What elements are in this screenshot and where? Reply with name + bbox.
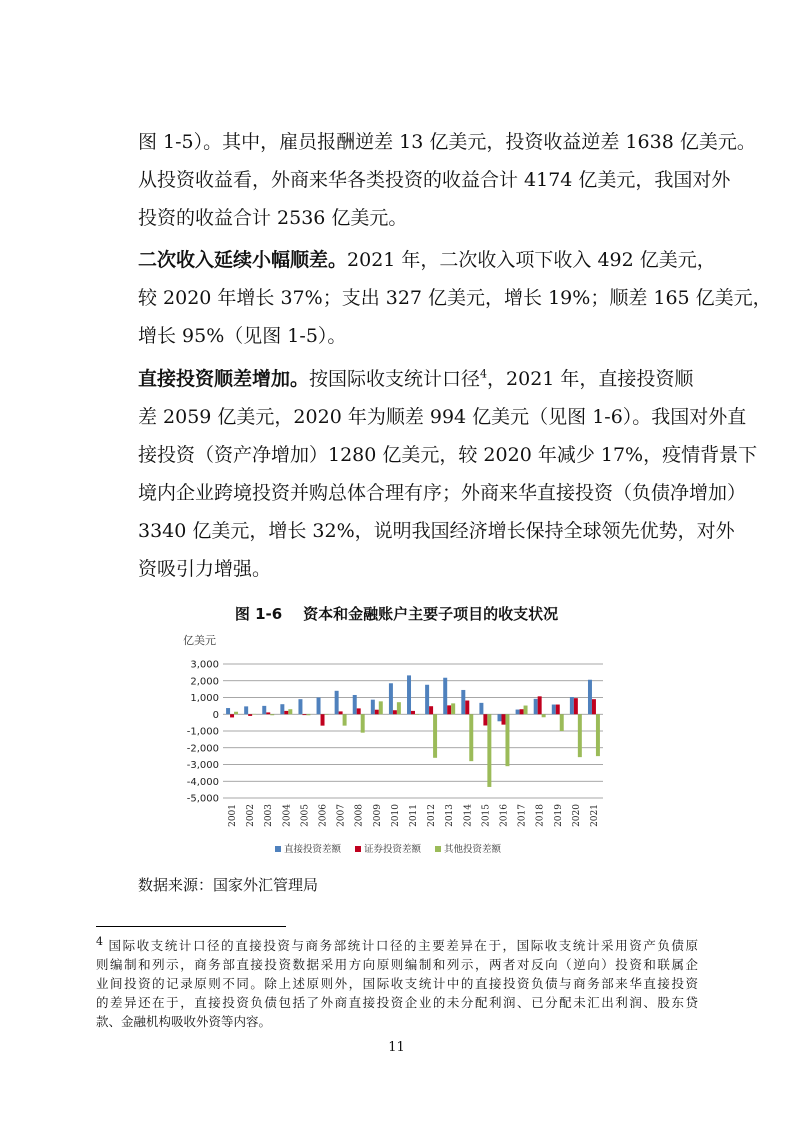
bar-证券投资差额 xyxy=(592,699,596,714)
bar-直接投资差额 xyxy=(298,699,302,714)
x-tick-label: 2005 xyxy=(300,804,311,827)
x-tick-label: 2004 xyxy=(282,804,293,827)
bar-直接投资差额 xyxy=(280,704,284,714)
bar-证券投资差额 xyxy=(501,714,505,724)
bar-证券投资差额 xyxy=(321,714,325,725)
x-tick-label: 2002 xyxy=(246,804,257,827)
bar-直接投资差额 xyxy=(534,699,538,714)
footnote-marker: 4 xyxy=(96,934,103,948)
bar-证券投资差额 xyxy=(302,714,306,715)
bar-直接投资差额 xyxy=(407,675,411,714)
bar-直接投资差额 xyxy=(461,690,465,714)
paragraph-secondary-income xyxy=(138,241,772,355)
bar-其他投资差额 xyxy=(524,706,528,715)
bar-其他投资差额 xyxy=(397,702,401,714)
paragraph-investment-income xyxy=(138,123,756,237)
text-line: 接投资（资产净增加）1280 亿美元，较 2020 年减少 17%，疫情背景下 xyxy=(138,444,758,466)
bar-其他投资差额 xyxy=(505,714,509,766)
bar-其他投资差额 xyxy=(469,714,473,761)
y-tick-label: -5,000 xyxy=(186,793,219,805)
x-tick-label: 2007 xyxy=(336,804,347,827)
x-tick-label: 2012 xyxy=(427,804,438,827)
footnote xyxy=(96,936,698,1031)
y-tick-label: 1,000 xyxy=(190,693,219,704)
page-number: 11 xyxy=(388,1040,405,1055)
legend-label: 直接投资差额 xyxy=(284,844,342,855)
text-line: 差 2059 亿美元，2020 年为顺差 994 亿美元（见图 1-6）。我国对外直 xyxy=(138,406,747,428)
x-tick-label: 2003 xyxy=(264,804,275,827)
text-span: ，2021 年，直接投资顺 xyxy=(487,368,694,390)
bar-其他投资差额 xyxy=(560,714,564,731)
x-tick-label: 2014 xyxy=(463,804,474,827)
bar-直接投资差额 xyxy=(425,685,429,714)
bar-直接投资差额 xyxy=(552,705,556,715)
bar-其他投资差额 xyxy=(487,714,491,787)
figure-title: 图 1-6 资本和金融账户主要子项目的收支状况 xyxy=(234,605,559,623)
x-tick-label: 2015 xyxy=(481,804,492,827)
text-line xyxy=(138,241,716,279)
bar-证券投资差额 xyxy=(339,711,343,714)
bar-其他投资差额 xyxy=(306,714,310,715)
y-tick-label: -3,000 xyxy=(186,760,219,771)
bar-证券投资差额 xyxy=(248,714,252,716)
footnote-ref[interactable]: 4 xyxy=(480,367,488,381)
bar-其他投资差额 xyxy=(252,714,256,715)
text-line: 投资的收益合计 2536 亿美元。 xyxy=(138,207,408,229)
bar-证券投资差额 xyxy=(411,711,415,714)
y-tick-label: 2,000 xyxy=(190,676,219,688)
bar-证券投资差额 xyxy=(375,710,379,715)
x-tick-label: 2006 xyxy=(318,804,329,827)
bar-证券投资差额 xyxy=(393,710,397,714)
x-tick-label: 2016 xyxy=(499,804,510,827)
bar-直接投资差额 xyxy=(479,703,483,714)
bar-直接投资差额 xyxy=(588,680,592,715)
bar-证券投资差额 xyxy=(447,705,451,714)
bar-证券投资差额 xyxy=(465,701,469,715)
bar-直接投资差额 xyxy=(389,683,393,714)
bar-直接投资差额 xyxy=(516,710,520,715)
bar-其他投资差额 xyxy=(270,714,274,715)
bar-其他投资差额 xyxy=(361,714,365,732)
footnote-line: 的差异还在于，直接投资负债包括了外商直接投资企业的未分配利润、已分配未汇出利润、股东贷 xyxy=(96,995,698,1010)
bar-证券投资差额 xyxy=(284,711,288,714)
bar-其他投资差额 xyxy=(433,714,437,758)
x-tick-label: 2020 xyxy=(571,804,582,827)
bar-直接投资差额 xyxy=(353,695,357,714)
y-tick-label: -2,000 xyxy=(186,743,219,755)
bar-其他投资差额 xyxy=(234,712,238,715)
bar-直接投资差额 xyxy=(244,706,248,714)
bar-证券投资差额 xyxy=(357,708,361,714)
bar-证券投资差额 xyxy=(556,705,560,715)
y-tick-label: 0 xyxy=(212,709,219,721)
data-source: 数据来源：国家外汇管理局 xyxy=(138,876,319,894)
text-line: 图 1-5）。其中，雇员报酬逆差 13 亿美元，投资收益逆差 1638 亿美元。 xyxy=(138,131,756,153)
legend-swatch xyxy=(435,846,441,852)
text-span: 国际收支统计口径的直接投资与商务部统计口径的主要差异在于，国际收支统计采用资产负债原 xyxy=(108,938,698,953)
footnote-line: 款、金融机构吸收外资等内容。 xyxy=(96,1014,272,1029)
bar-直接投资差额 xyxy=(226,708,230,714)
text-line: 3340 亿美元，增长 32%，说明我国经济增长保持全球领先优势，对外 xyxy=(138,520,735,542)
bar-chart xyxy=(175,630,615,870)
y-tick-label: -1,000 xyxy=(186,726,219,738)
bar-证券投资差额 xyxy=(574,698,578,714)
text-line xyxy=(138,360,693,398)
bar-证券投资差额 xyxy=(429,706,433,714)
x-tick-label: 2017 xyxy=(517,804,528,827)
paragraph-direct-investment xyxy=(138,360,758,588)
bar-证券投资差额 xyxy=(520,709,524,714)
y-tick-label: -4,000 xyxy=(186,776,219,788)
legend-swatch xyxy=(275,846,281,852)
x-tick-label: 2001 xyxy=(228,804,239,827)
text-line: 境内企业跨境投资并购总体合理有序；外商来华直接投资（负债净增加） xyxy=(138,482,747,504)
y-axis-unit-label: 亿美元 xyxy=(183,634,216,647)
bar-其他投资差额 xyxy=(578,714,582,757)
text-line: 较 2020 年增长 37%；支出 327 亿美元，增长 19%；顺差 165 亿美元， xyxy=(138,287,772,309)
bar-直接投资差额 xyxy=(317,698,321,715)
legend-label: 证券投资差额 xyxy=(364,844,422,855)
x-tick-label: 2018 xyxy=(535,804,546,827)
footnote-line: 则编制和列示，商务部直接投资数据采用方向原则编制和列示，两者对反向（逆向）投资和联属企 xyxy=(96,957,698,972)
bar-证券投资差额 xyxy=(538,696,542,714)
paragraph-lead: 直接投资顺差增加。 xyxy=(138,368,310,390)
y-tick-label: 3,000 xyxy=(190,659,219,671)
bar-其他投资差额 xyxy=(415,714,419,715)
x-tick-label: 2011 xyxy=(409,804,419,827)
text-span: 2021 年，二次收入项下收入 492 亿美元， xyxy=(347,249,716,271)
footnote-divider xyxy=(96,926,286,927)
bar-其他投资差额 xyxy=(596,714,600,756)
text-span: 按国际收支统计口径 xyxy=(309,368,481,390)
bar-直接投资差额 xyxy=(498,714,502,721)
x-tick-label: 2009 xyxy=(372,804,383,827)
bar-其他投资差额 xyxy=(343,714,347,725)
text-line: 增长 95%（见图 1-5）。 xyxy=(138,325,347,347)
bar-其他投资差额 xyxy=(542,714,546,717)
bar-直接投资差额 xyxy=(443,678,447,715)
bar-直接投资差额 xyxy=(570,697,574,714)
bar-其他投资差额 xyxy=(288,709,292,714)
legend-label: 其他投资差额 xyxy=(444,844,502,855)
legend-swatch xyxy=(355,846,361,852)
bar-直接投资差额 xyxy=(335,691,339,714)
bar-证券投资差额 xyxy=(230,714,234,717)
x-tick-label: 2010 xyxy=(390,804,401,827)
bar-证券投资差额 xyxy=(266,712,270,714)
bar-直接投资差额 xyxy=(371,700,375,715)
x-tick-label: 2021 xyxy=(589,804,600,827)
bar-其他投资差额 xyxy=(325,714,329,715)
bar-其他投资差额 xyxy=(379,701,383,714)
text-line: 资吸引力增强。 xyxy=(138,558,272,580)
bar-证券投资差额 xyxy=(483,714,487,725)
x-tick-label: 2019 xyxy=(553,804,564,827)
footnote-line: 业间投资的记录原则不同。除上述原则外，国际收支统计中的直接投资负债与商务部来华直接投资 xyxy=(96,976,698,991)
bar-其他投资差额 xyxy=(451,703,455,714)
footnote-line xyxy=(96,936,698,955)
bar-直接投资差额 xyxy=(262,706,266,714)
paragraph-lead: 二次收入延续小幅顺差。 xyxy=(138,249,348,271)
x-tick-label: 2008 xyxy=(354,804,365,827)
x-tick-label: 2013 xyxy=(445,804,456,827)
text-line: 从投资收益看，外商来华各类投资的收益合计 4174 亿美元，我国对外 xyxy=(138,169,731,191)
